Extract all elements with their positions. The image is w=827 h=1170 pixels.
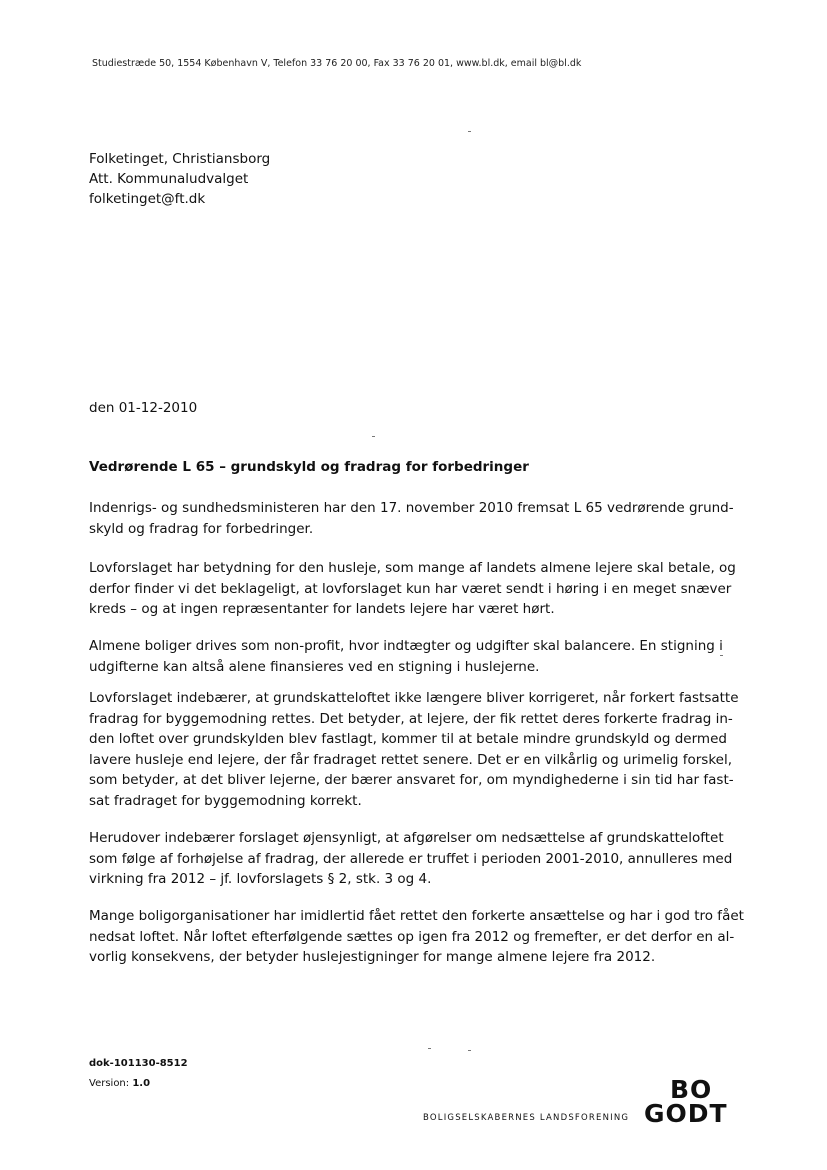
recipient-address: [89, 149, 270, 209]
letter-subject: Vedrørende L 65 – grundskyld og fradrag for forbedringer: [89, 459, 529, 475]
body-line: lavere husleje end lejere, der får fradraget rettet senere. Det er en vilkårlig og urimelig forskel,: [89, 751, 733, 768]
scan-speck: [720, 655, 723, 656]
body-line: Lovforslaget indebærer, at grundskatteloftet ikke længere bliver korrigeret, når forkert fastsatte: [89, 690, 739, 706]
body-line: Herudover indebærer forslaget øjensynligt, at afgørelser om nedsættelse af grundskatteloftet: [89, 830, 724, 846]
body-paragraph: [89, 558, 736, 620]
body-line: Mange boligorganisationer har imidlertid fået rettet den forkerte ansættelse og har i god tro fået: [89, 908, 744, 924]
bo-godt-logo: [644, 1075, 744, 1128]
letterhead-contact: Studiestræde 50, 1554 København V, Telefon 33 76 20 00, Fax 33 76 20 01, www.bl.dk, email bl@bl.dk: [92, 58, 582, 69]
body-line: Indenrigs- og sundhedsministeren har den 17. november 2010 fremsat L 65 vedrørende grund-: [89, 500, 734, 516]
body-paragraph: [89, 688, 739, 811]
body-line: som betyder, at det bliver lejerne, der bærer ansvaret for, om myndighederne i sin tid har fast-: [89, 772, 734, 788]
scan-speck: [468, 1050, 471, 1051]
body-line: som følge af forhøjelse af fradrag, der allerede er truffet i perioden 2001-2010, annulleres med: [89, 850, 733, 867]
body-line: udgifterne kan altså alene finansieres ved en stigning i huslejerne.: [89, 658, 540, 675]
association-name: BOLIGSELSKABERNES LANDSFORENING: [423, 1113, 630, 1123]
logo-text-bo: BO: [670, 1075, 713, 1104]
body-line: kreds – og at ingen repræsentanter for landets lejere har været hørt.: [89, 601, 555, 617]
document-id: dok-101130-8512: [89, 1058, 188, 1069]
logo-text-godt: GODT: [644, 1099, 728, 1128]
version-label: Version:: [89, 1078, 130, 1089]
body-paragraph: [89, 828, 733, 890]
recipient-line: Att. Kommunaludvalget: [89, 171, 249, 187]
body-line: nedsat loftet. Når loftet efterfølgende sættes op igen fra 2012 og fremefter, er det derfor en al-: [89, 928, 735, 945]
body-line: skyld og fradrag for forbedringer.: [89, 520, 314, 537]
body-paragraph: [89, 498, 734, 539]
scan-speck: [468, 131, 471, 132]
scan-speck: [428, 1048, 431, 1049]
body-line: fradrag for byggemodning rettes. Det betyder, at lejere, der fik rettet deres forkerte fradrag in-: [89, 710, 733, 727]
recipient-line: Folketinget, Christiansborg: [89, 151, 271, 167]
body-line: den loftet over grundskylden blev fastlagt, kommer til at betale mindre grundskyld og dermed: [89, 731, 727, 747]
recipient-email: folketinget@ft.dk: [89, 191, 206, 207]
body-line: Lovforslaget har betydning for den husleje, som mange af landets almene lejere skal betale, og: [89, 560, 736, 576]
body-paragraph: [89, 636, 729, 677]
body-line: sat fradraget for byggemodning korrekt.: [89, 792, 362, 809]
body-line: virkning fra 2012 – jf. lovforslagets § 2, stk. 3 og 4.: [89, 871, 432, 887]
letter-date: den 01-12-2010: [89, 400, 198, 416]
body-paragraph: [89, 906, 744, 968]
document-version: [89, 1078, 150, 1089]
body-line: vorlig konsekvens, der betyder huslejestigninger for mange almene lejere fra 2012.: [89, 949, 656, 965]
body-line: Almene boliger drives som non-profit, hvor indtægter og udgifter skal balancere. En stigning i: [89, 638, 723, 654]
body-line: derfor finder vi det beklageligt, at lovforslaget kun har været sendt i høring i en meget snæver: [89, 580, 732, 597]
scan-speck: [372, 436, 375, 437]
version-value: 1.0: [132, 1078, 151, 1089]
